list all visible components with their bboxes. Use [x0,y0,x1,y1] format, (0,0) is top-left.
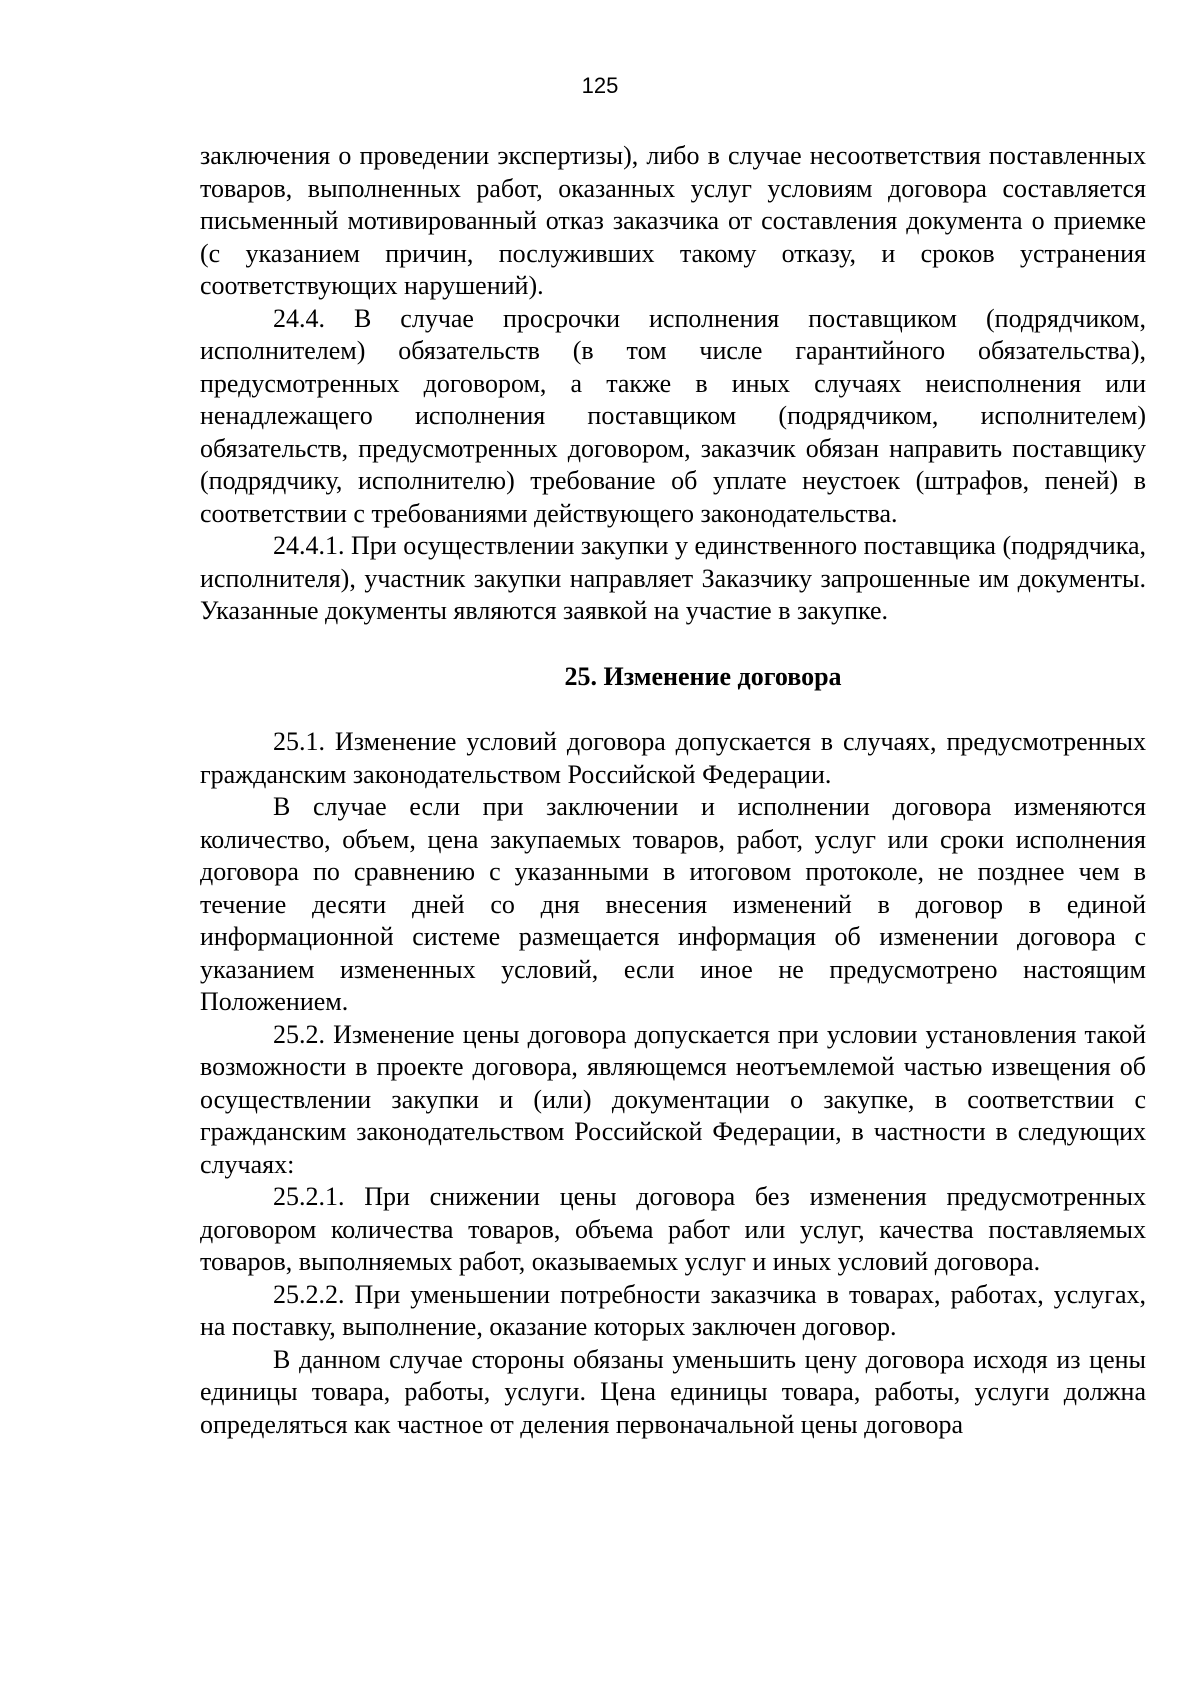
paragraph-25-2-1: 25.2.1. При снижении цены договора без изменения предусмотренных договором количества товаров, объема работ или услуг, качества поставляемых товаров, выполняемых работ, оказываемых услуг и иных условий договора. [200,1182,1146,1276]
paragraph-25-2: 25.2. Изменение цены договора допускается при условии установления такой возможности в проекте договора, являющемся неотъемлемой частью извещения об осуществлении закупки и (или) документации о закупке, в соответствии с гражданским законодательством Российской Федерации, в частности в следующих случаях: [200,1019,1146,1179]
paragraph-25-1-notice: В случае если при заключении и исполнении договора изменяются количество, объем, цена закупаемых товаров, работ, услуг или сроки исполнения договора по сравнению с указанными в итоговом протоколе, не позднее чем в течение десяти дней со дня внесения изменений в договор в единой информационной системе размещается информация об изменении договора с указанием измененных условий, если иное не предусмотрено настоящим Положением. [200,792,1146,1016]
paragraph-continuation: заключения о проведении экспертизы), либо в случае несоответствия поставленных товаров, выполненных работ, оказанных услуг условиям договора составляется письменный мотивированный отказ заказчика от составления документа о приемке (с указанием причин, послуживших такому отказу, и сроков устранения соответствующих нарушений). [200,141,1146,300]
page-number: 125 [581,73,619,98]
paragraph-25-2-2: 25.2.2. При уменьшении потребности заказчика в товарах, работах, услугах, на поставку, выполнение, оказание которых заключен договор. [200,1279,1146,1341]
document-body [200,140,1146,1441]
section-heading: 25. Изменение договора [564,661,842,691]
paragraph-24-4-1: 24.4.1. При осуществлении закупки у единственного поставщика (подрядчика, исполнителя), участник закупки направляет Заказчику запрошенные им документы. Указанные документы являются заявкой на участие в закупке. [200,531,1146,625]
paragraph-24-4: 24.4. В случае просрочки исполнения поставщиком (подрядчиком, исполнителем) обязательств (в том числе гарантийного обязательства), предусмотренных договором, а также в иных случаях неисполнения или ненадлежащего исполнения поставщиком (подрядчиком, исполнителем) обязательств, предусмотренных договором, заказчик обязан направить поставщику (подрядчику, исполнителю) требование об уплате неустоек (штрафов, пеней) в соответствии с требованиями действующего законодательства. [200,303,1146,528]
paragraph-price-reduction: В данном случае стороны обязаны уменьшить цену договора исходя из цены единицы товара, работы, услуги. Цена единицы товара, работы, услуги должна определяться как частное от деления первоначальной цены договора [200,1344,1146,1439]
paragraph-25-1: 25.1. Изменение условий договора допускается в случаях, предусмотренных гражданским законодательством Российской Федерации. [200,727,1146,789]
